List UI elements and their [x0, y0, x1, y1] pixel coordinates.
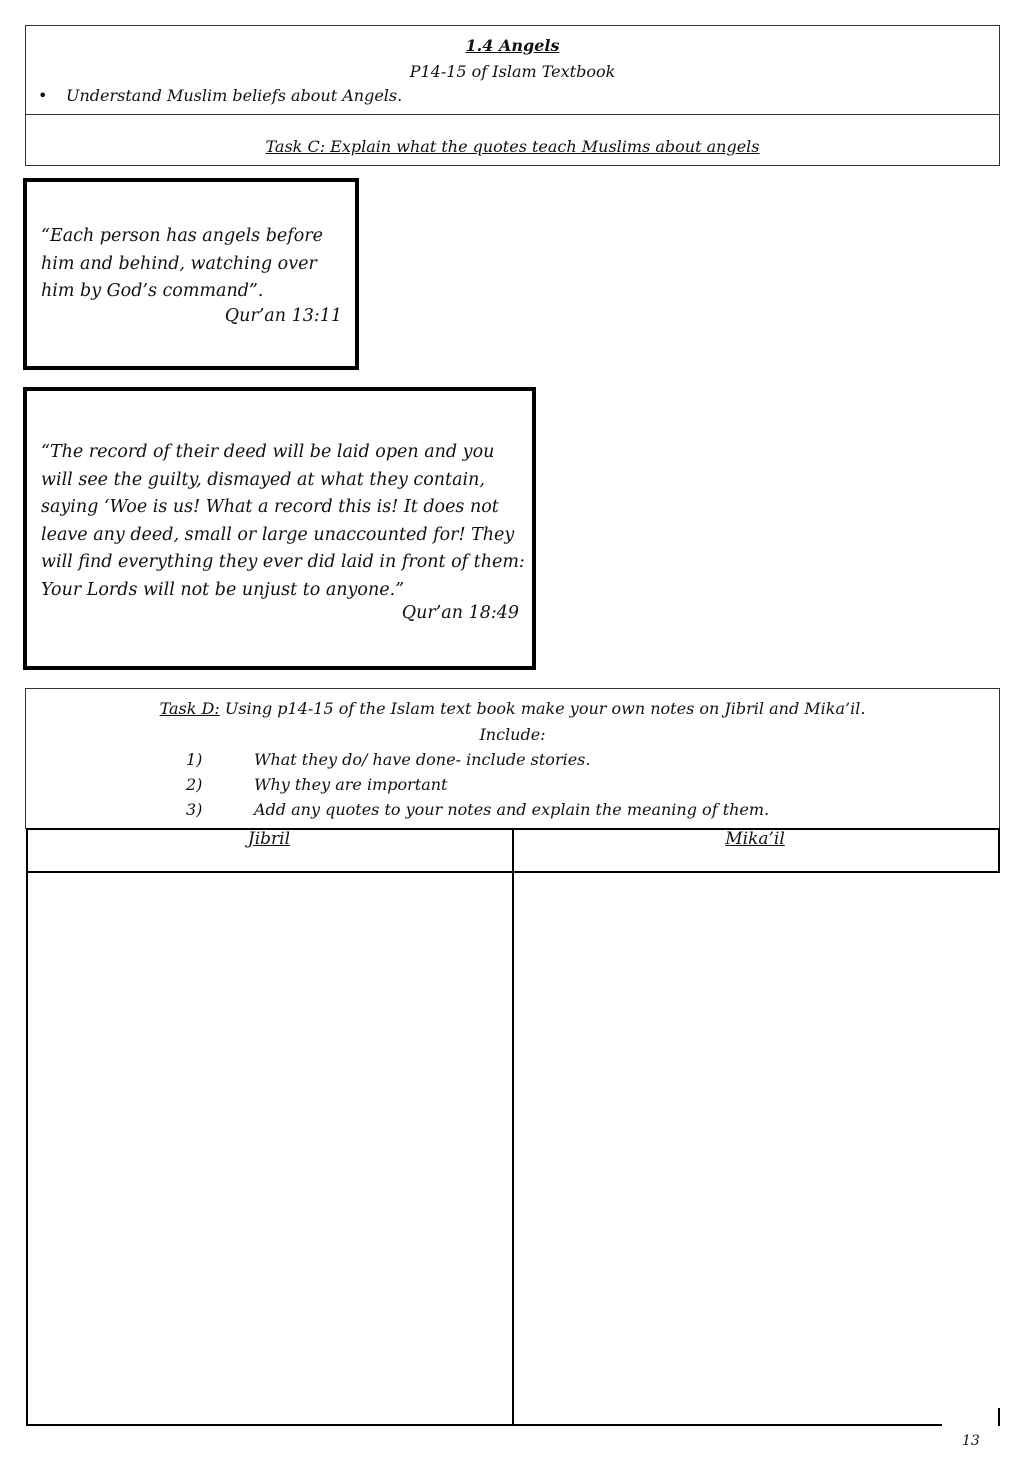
column-header-mikail: Mika’il	[725, 829, 785, 849]
learning-objective	[38, 86, 402, 105]
notes-area-jibril[interactable]	[28, 873, 512, 1424]
quote-text-2: “The record of their deed will be laid open and you will see the guilty, dismayed at what they contain, saying ‘Woe is us! What a record this is! It does not leave any deed, small or large unaccounted for! They will find everything they ever did laid in front of them: Your Lords will not be unjust to anyone.”	[41, 442, 525, 600]
learning-objective-text: Understand Muslim beliefs about Angels.	[66, 86, 403, 105]
task-c-heading-box	[25, 114, 1000, 166]
page-number: 13	[962, 1433, 980, 1449]
task-d-item	[186, 750, 590, 769]
task-d-label: Task D:	[159, 699, 220, 718]
task-d-item-text: What they do/ have done- include stories.	[254, 750, 591, 769]
task-d-text: Using p14-15 of the Islam text book make your own notes on Jibril and Mika’il.	[219, 699, 866, 718]
quote-reference-1: Qur’an 13:11	[224, 306, 342, 326]
quote-text-1: “Each person has angels before him and behind, watching over him by God’s command”.	[41, 226, 324, 301]
task-d-include: Include:	[479, 725, 546, 744]
lesson-subtitle: P14-15 of Islam Textbook	[409, 62, 616, 81]
task-d-item-text: Why they are important	[254, 775, 448, 794]
quote-box-1	[23, 178, 359, 370]
task-d-item-number: 3)	[186, 800, 203, 819]
task-d-instruction	[26, 699, 999, 718]
lesson-title: 1.4 Angels	[465, 36, 560, 55]
table-border	[26, 1424, 942, 1426]
task-d-item	[186, 775, 447, 794]
task-d-item-text: Add any quotes to your notes and explain the meaning of them.	[254, 800, 770, 819]
bullet-icon: •	[38, 86, 48, 105]
quote-reference-2: Qur’an 18:49	[401, 603, 519, 623]
task-d-item-number: 2)	[186, 775, 203, 794]
notes-area-mikail[interactable]	[514, 873, 998, 1424]
task-d-item	[186, 800, 769, 819]
table-border	[998, 1408, 1000, 1426]
task-c-heading: Task C: Explain what the quotes teach Muslims about angels	[265, 137, 760, 156]
notes-table	[26, 828, 1000, 1426]
task-d-item-number: 1)	[186, 750, 203, 769]
column-header-jibril: Jibril	[247, 829, 291, 849]
lesson-header	[25, 25, 1000, 115]
quote-box-2	[23, 387, 536, 670]
task-d-box	[25, 688, 1000, 829]
table-border	[998, 828, 1000, 873]
